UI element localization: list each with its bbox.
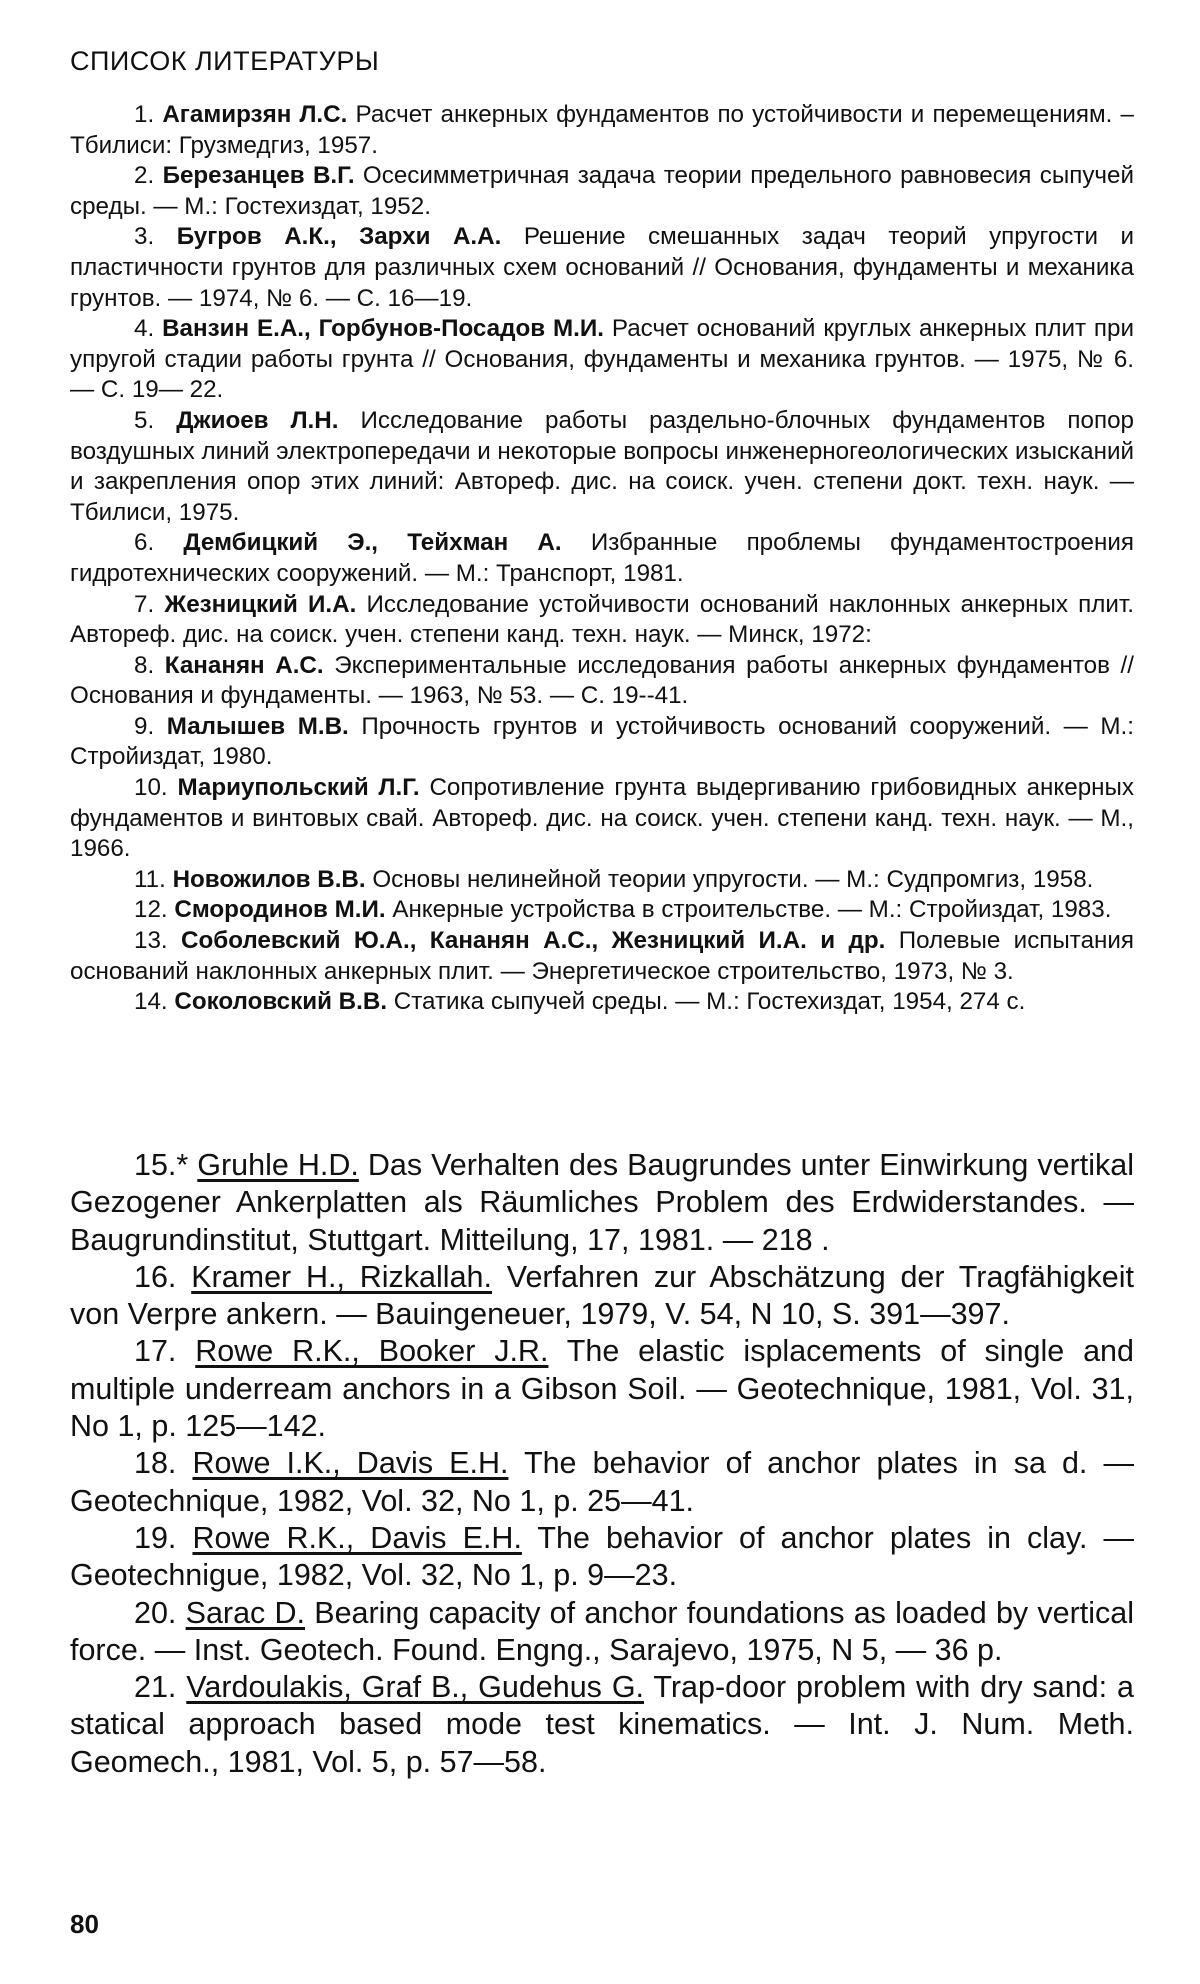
- reference-number: 5.: [134, 406, 155, 434]
- reference-text: Расчет анкерных фундаментов по устойчивости и перемещениям. – Тбилиси: Грузмедгиз, 1957.: [70, 101, 1134, 159]
- reference-entry: [70, 1669, 1134, 1781]
- reference-number: 21.: [134, 1670, 177, 1705]
- reference-entry: [70, 865, 1134, 896]
- reference-number: 16.: [134, 1259, 177, 1294]
- reference-author: Мариупольский Л.Г.: [177, 774, 420, 802]
- reference-author: Джиоев Л.Н.: [176, 406, 339, 434]
- reference-author: Новожилов В.В.: [172, 865, 366, 893]
- reference-author: Смородинов М.И.: [174, 896, 386, 924]
- reference-number: 18.: [134, 1446, 177, 1481]
- reference-entry: [70, 528, 1134, 589]
- reference-entry: [70, 314, 1134, 406]
- reference-number: 8.: [134, 651, 155, 679]
- reference-text: Анкерные устройства в строительстве. — М.: Стройиздат, 1983.: [392, 896, 1112, 924]
- reference-number: 15.*: [134, 1148, 189, 1182]
- reference-number: 9.: [134, 712, 155, 740]
- reference-text: Статика сыпучей среды. — М.: Гостехиздат, 1954, 274 с.: [393, 988, 1026, 1016]
- reference-text: Сопротивление грунта выдергиванию грибовидных анкерных фундаментов и винтовых свай. Автореф. дис. на соиск. учен. степени канд. техн. наук. — М., 1966.: [70, 774, 1134, 863]
- reference-author: Соколовский В.В.: [174, 988, 388, 1016]
- reference-text: The behavior of anchor plates in sa d. — Geotechnique, 1982, Vol. 32, No 1, p. 25—41.: [70, 1446, 1134, 1518]
- page-number: 80: [70, 1909, 99, 1939]
- reference-author: Gruhle H.D.: [197, 1148, 359, 1182]
- reference-entry: [70, 1333, 1134, 1445]
- reference-text: Verfahren zur Abschätzung der Tragfähigkeit von Verpre ankern. — Bauingeneuer, 1979, V. 54, N 10, S. 391—397.: [70, 1259, 1134, 1332]
- reference-author: Ванзин Е.А., Горбунов-Посадов М.И.: [162, 315, 604, 343]
- reference-author: Бугров А.К., Зархи А.А.: [176, 223, 502, 251]
- reference-number: 1.: [134, 101, 155, 128]
- reference-entry: [70, 406, 1134, 528]
- reference-number: 2.: [134, 162, 155, 190]
- reference-text: Прочность грунтов и устойчивость оснований сооружений. — М.: Стройиздат, 1980.: [70, 712, 1134, 771]
- reference-entry: [70, 161, 1134, 222]
- reference-text: The elastic isplacements of single and multiple underream anchors in a Gibson Soil. — Geotechnique, 1981, Vol. 31, No 1, p. 125—142.: [70, 1334, 1134, 1444]
- reference-entry: [70, 712, 1134, 773]
- reference-number: 11.: [134, 865, 166, 893]
- reference-text: Исследование устойчивости оснований наклонных анкерных плит. Автореф. дис. на соиск. учен. степени канд. техн. наук. — Минск, 1972:: [70, 590, 1134, 649]
- reference-list-foreign: [70, 1147, 1134, 1781]
- reference-number: 6.: [134, 529, 155, 557]
- reference-author: Агамирзян Л.С.: [162, 101, 348, 128]
- reference-text: Экспериментальные исследования работы анкерных фундаментов // Основания и фундаменты. — 1963, № 53. — С. 19--41.: [70, 651, 1134, 710]
- bibliography-heading: СПИСОК ЛИТЕРАТУРЫ: [70, 46, 380, 76]
- reference-entry: [70, 1259, 1134, 1334]
- reference-entry: [70, 100, 1134, 161]
- reference-entry: [70, 1147, 1134, 1259]
- reference-entry: [70, 1595, 1134, 1670]
- reference-entry: [70, 1445, 1134, 1520]
- reference-author: Дембицкий Э., Тейхман А.: [183, 529, 562, 557]
- reference-number: 14.: [134, 988, 168, 1016]
- reference-number: 12.: [134, 896, 168, 924]
- reference-number: 20.: [134, 1595, 177, 1630]
- reference-list-russian: [70, 100, 1134, 1018]
- reference-text: Расчет оснований круглых анкерных плит при упругой стадии работы грунта // Основания, фундаменты и механика грунтов. — 1975, № 6. — С. 19— 22.: [70, 315, 1134, 404]
- reference-entry: [70, 1520, 1134, 1595]
- reference-text: Trap-door problem with dry sand: a statical approach based mode test kinematics. — Int. J. Num. Meth. Geomech., 1981, Vol. 5, p. 57—58.: [70, 1670, 1134, 1779]
- reference-text: Основы нелинейной теории упругости. — М.: Судпромгиз, 1958.: [372, 865, 1094, 893]
- reference-author: Жезницкий И.А.: [164, 590, 357, 618]
- reference-text: The behavior of anchor plates in clay. — Geotechnigue, 1982, Vol. 32, No 1, p. 9—23.: [70, 1520, 1134, 1593]
- reference-entry: [70, 926, 1134, 987]
- reference-entry: [70, 895, 1134, 926]
- reference-text: Осесимметричная задача теории предельного равновесия сыпучей среды. — М.: Гостехиздат, 1952.: [70, 162, 1134, 220]
- reference-number: 17.: [134, 1334, 177, 1369]
- reference-number: 3.: [134, 223, 155, 251]
- reference-author: Соболевский Ю.А., Кананян А.С., Жезницкий И.А. и др.: [181, 927, 886, 955]
- reference-author: Kramer H., Rizkallah.: [191, 1259, 492, 1294]
- reference-author: Rowe I.K., Davis E.H.: [192, 1446, 509, 1481]
- reference-author: Rowe R.K., Booker J.R.: [195, 1334, 549, 1369]
- reference-entry: [70, 590, 1134, 651]
- reference-author: Sarac D.: [185, 1595, 306, 1630]
- reference-text: Избранные проблемы фундаментостроения гидротехнических сооружений. — М.: Транспорт, 1981.: [70, 529, 1134, 587]
- reference-entry: [70, 987, 1134, 1018]
- reference-number: 13.: [134, 927, 168, 955]
- reference-number: 4.: [134, 315, 155, 343]
- reference-text: Полевые испытания оснований наклонных анкерных плит. — Энергетическое строительство, 1973, № 3.: [70, 927, 1134, 985]
- reference-author: Vardoulakis, Graf B., Gudehus G.: [186, 1670, 645, 1705]
- reference-entry: [70, 222, 1134, 314]
- reference-text: Das Verhalten des Baugrundes unter Einwirkung vertikal Gezogener Ankerplatten als Räumliches Problem des Erdwiderstandes. — Baugrundinstitut, Stuttgart. Mitteilung, 17, 1981. — 218 .: [70, 1148, 1134, 1257]
- reference-number: 10.: [134, 774, 168, 802]
- reference-number: 19.: [134, 1520, 177, 1555]
- reference-text: Bearing capacity of anchor foundations as loaded by vertical force. — Inst. Geotech. Found. Engng., Sarajevo, 1975, N 5, — 36 p.: [70, 1595, 1134, 1667]
- reference-number: 7.: [134, 590, 155, 618]
- reference-author: Березанцев В.Г.: [162, 162, 355, 190]
- reference-entry: [70, 651, 1134, 712]
- reference-text: Решение смешанных задач теорий упругости и пластичности грунтов для различных схем оснований // Основания, фундаменты и механика грунтов. — 1974, № 6. — С. 16—19.: [70, 223, 1134, 312]
- reference-author: Кананян А.С.: [164, 651, 324, 679]
- reference-author: Малышев М.В.: [166, 712, 349, 740]
- reference-author: Rowe R.K., Davis E.H.: [192, 1520, 522, 1555]
- reference-entry: [70, 773, 1134, 865]
- reference-text: Исследование работы раздельно-блочных фундаментов попор воздушных линий электропередачи и некоторые вопросы инженерногеологических изысканий и закрепления опор этих линий: Автореф. дис. на соиск. учен. степени докт. техн. наук. — Тбилиси, 1975.: [70, 406, 1135, 526]
